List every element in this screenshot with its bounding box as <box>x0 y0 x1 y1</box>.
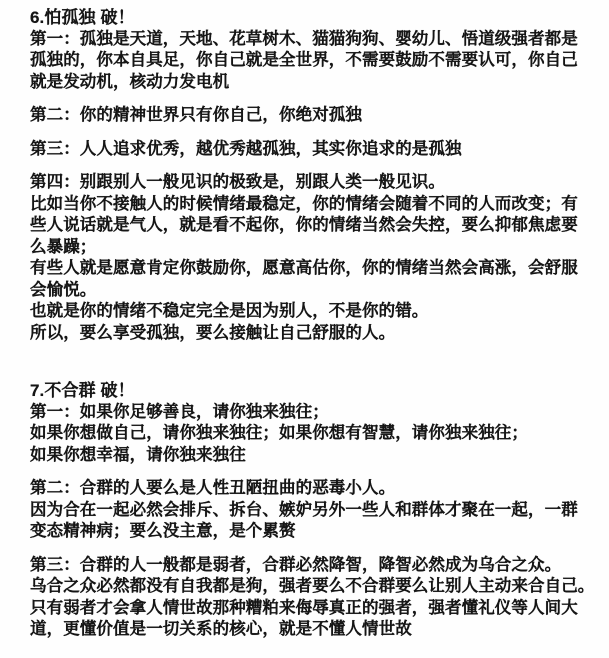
text-line: 比如当你不接触人的时候情绪最稳定，你的情绪会随着不同的人而改变；有 <box>30 194 578 213</box>
text-line: 孤独的，你本自具足，你自己就是全世界，不需要鼓励不需要认可，你自己 <box>30 51 578 69</box>
text-line: 因为合在一起必然会排斥、拆台、嫉妒另外一些人和群体才聚在一起，一群 <box>30 500 578 519</box>
text-line: 有些人就是愿意肯定你鼓励你，愿意高估你，你的情绪当然会高涨，会舒服 <box>30 259 578 277</box>
text-line: 第一：孤独是天道，天地、花草树木、猫猫狗狗、婴幼儿、悟道级强者都是 <box>30 29 578 48</box>
text-line: 也就是你的情绪不稳定完全是因为别人，不是你的错。 <box>30 302 429 320</box>
section-heading: 6.怕孤独 破！ <box>30 8 135 27</box>
paragraph-point-1 <box>30 29 601 94</box>
paragraph-point-1 <box>30 402 601 467</box>
paragraph-point-3 <box>30 139 601 161</box>
text-line: 只有弱者才会拿人情世故那种糟粕来侮辱真正的强者，强者懂礼仪等人间大 <box>30 598 578 617</box>
text-line: 第一：如果你足够善良，请你独来独往； <box>30 402 329 421</box>
text-line: 所以，要么享受孤独，要么接触让自己舒服的人。 <box>30 323 396 342</box>
text-line: 如果你想幸福，请你独来独往 <box>30 445 246 464</box>
text-line: 就是发动机，核动力发电机 <box>30 72 230 91</box>
text-line: 些人说话就是气人，就是看不起你，你的情绪当然会失控，要么抑郁焦虑要 <box>30 216 578 234</box>
paragraph-point-2 <box>30 478 601 543</box>
section-not-fitting-in <box>30 380 601 641</box>
text-line: 如果你想做自己，请你独来独往；如果你想有智慧，请你独来独往； <box>30 424 528 442</box>
text-line: 会愉悦。 <box>30 280 97 299</box>
text-line: 第二：你的精神世界只有你自己，你绝对孤独 <box>30 106 362 124</box>
text-line: 么暴躁； <box>30 237 97 256</box>
text-line: 乌合之众必然都没有自我都是狗，强者要么不合群要么让别人主动来合自己。 <box>30 577 595 595</box>
text-line: 变态精神病；要么没主意，是个累赘 <box>30 522 296 540</box>
text-line: 道，更懂价值是一切关系的核心，就是不懂人情世故 <box>30 620 412 638</box>
section-heading: 7.不合群 破！ <box>30 381 135 400</box>
text-line: 第三：合群的人一般都是弱者，合群必然降智，降智必然成为乌合之众。 <box>30 555 562 574</box>
text-line: 第二：合群的人要么是人性丑陋扭曲的恶毒小人。 <box>30 479 396 497</box>
paragraph-point-2 <box>30 105 601 127</box>
section-fear-of-loneliness <box>30 7 601 344</box>
text-line: 第三：人人追求优秀，越优秀越孤独，其实你追求的是孤独 <box>30 139 462 158</box>
paragraph-point-3 <box>30 555 601 641</box>
paragraph-point-4 <box>30 172 601 344</box>
text-line: 第四：别跟别人一般见识的极致是，别跟人类一般见识。 <box>30 173 445 191</box>
